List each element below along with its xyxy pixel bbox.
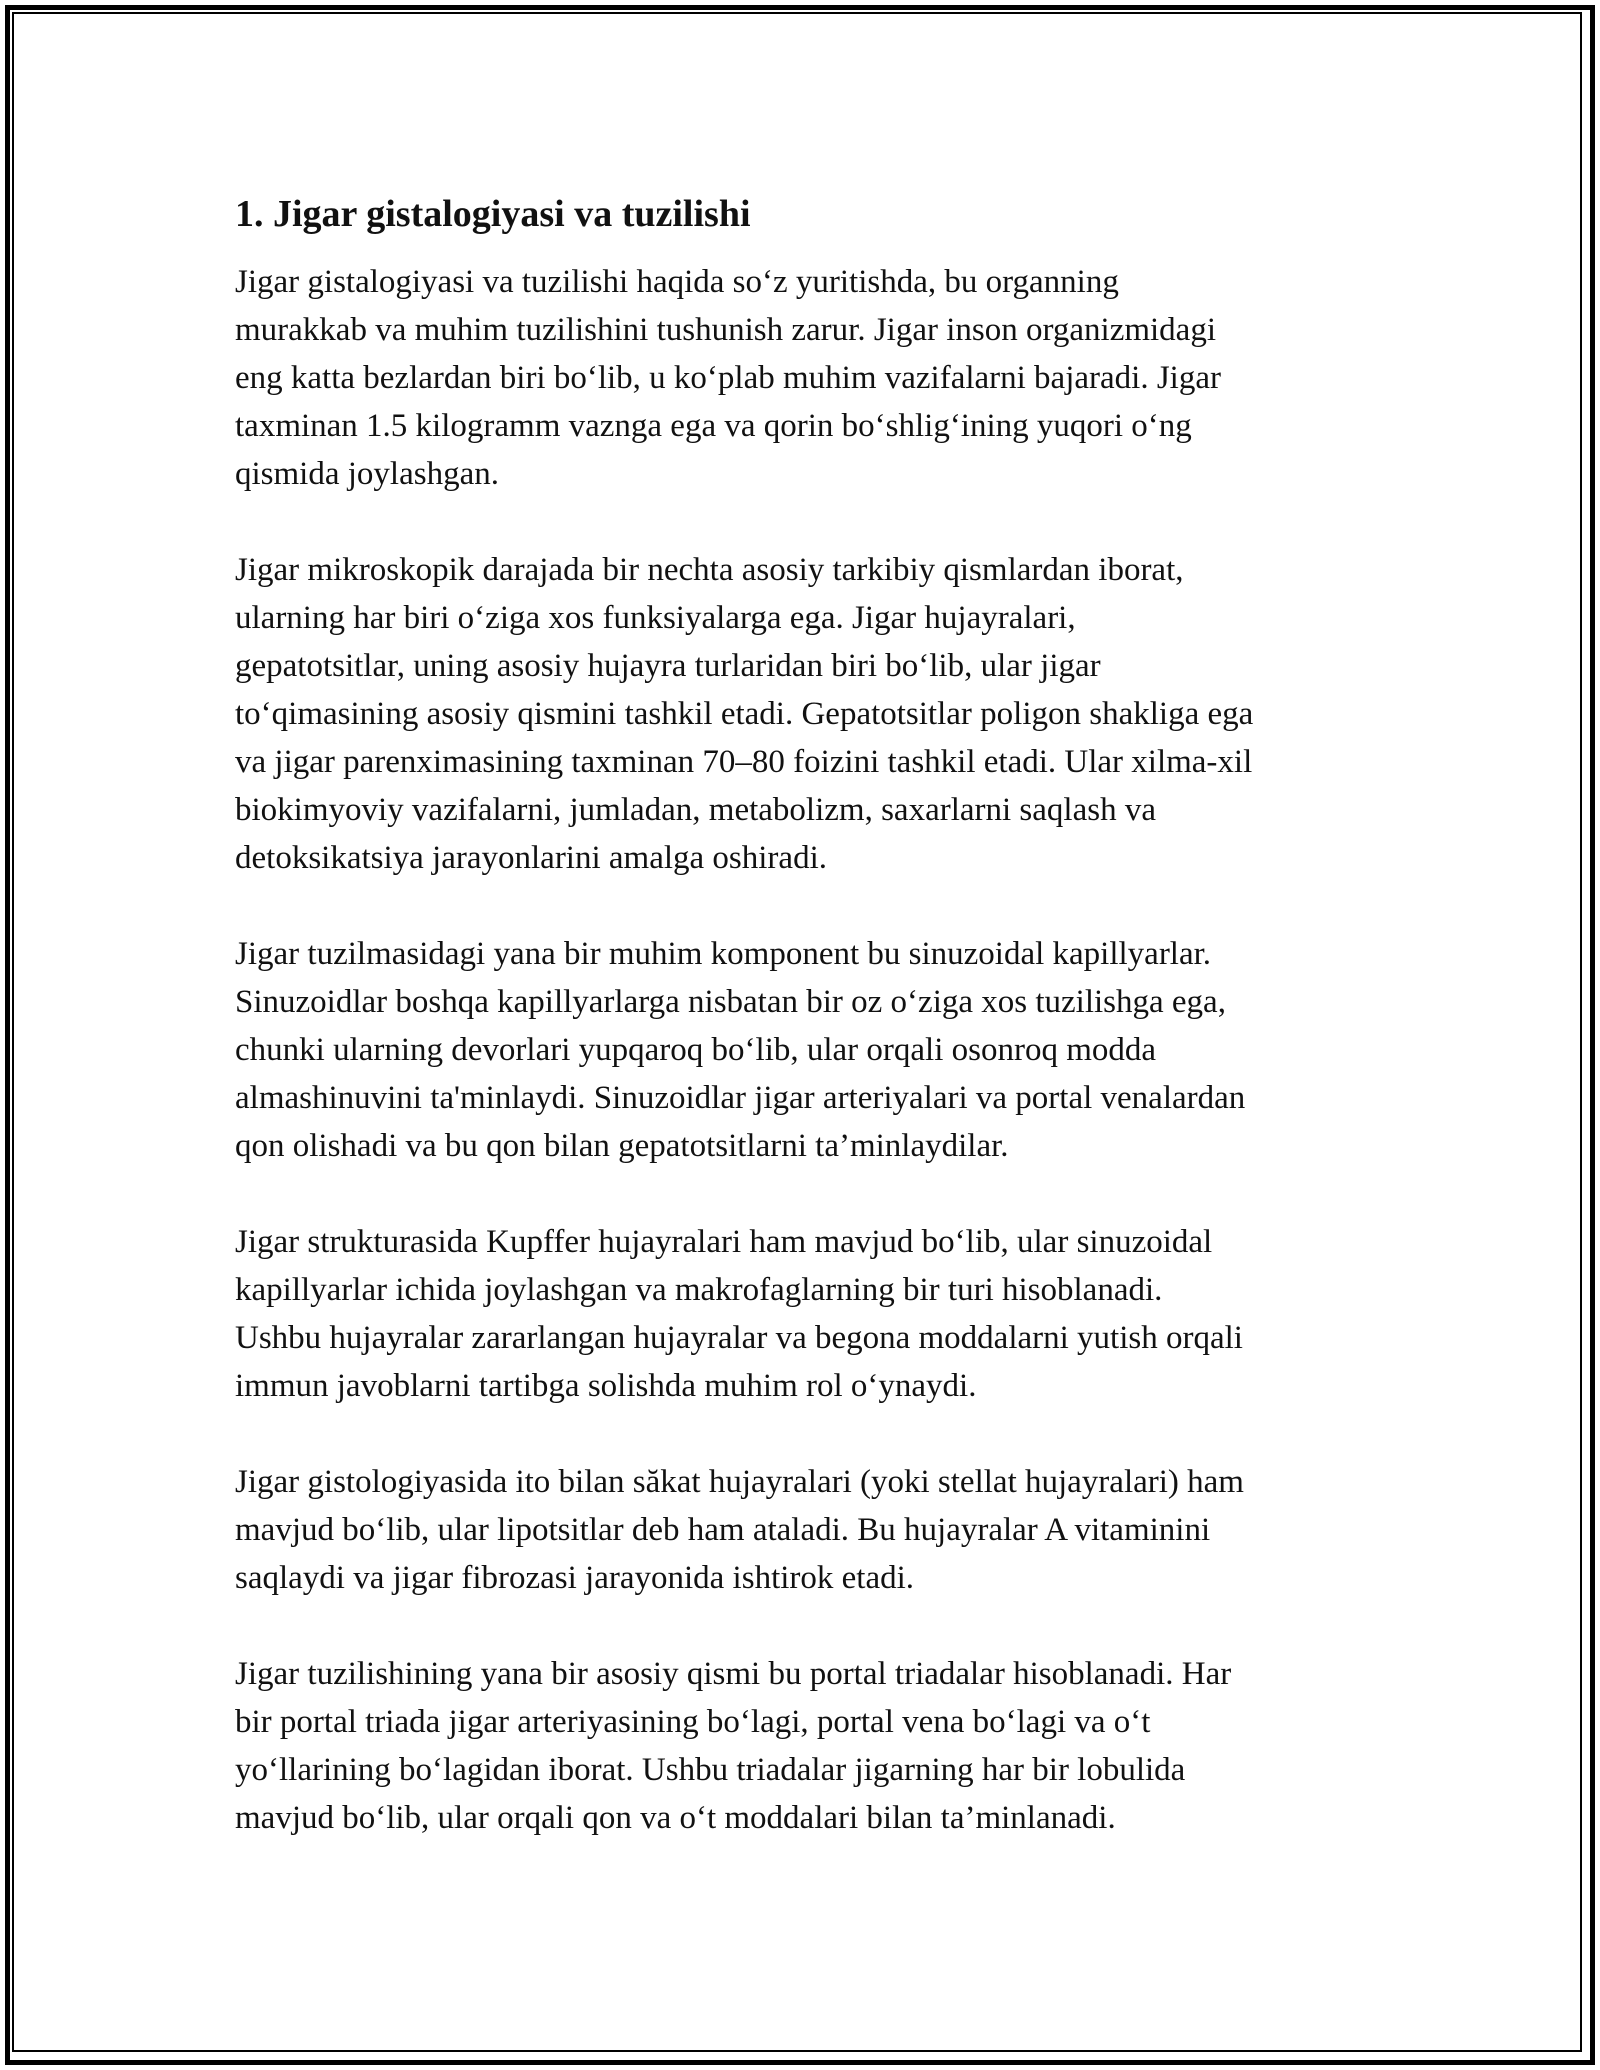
paragraph-kupffer-cells: Jigar strukturasida Kupffer hujayralari ham mavjud bo‘lib, ular sinuzoidal kapillyarlar ichida joylashgan va makrofaglarning bir turi hisoblanadi. Ushbu hujayralar zararlangan hujayralar va begona moddalarni yutish orqali immun javoblarni tartibga solishda muhim rol o‘ynaydi. — [235, 1224, 1243, 1404]
paragraph-intro: Jigar gistalogiyasi va tuzilishi haqida so‘z yuritishda, bu organning murakkab va muhim tuzilishini tushunish zarur. Jigar inson organizmidagi eng katta bezlardan biri bo‘lib, u ko‘plab muhim vazifalarni bajaradi. Jigar taxminan 1.5 kilogramm vaznga ega va qorin bo‘shlig‘ining yuqori o‘ng qismida joylashgan. — [235, 264, 1221, 492]
document-body — [235, 190, 1375, 1842]
section-heading: 1. Jigar gistalogiyasi va tuzilishi — [235, 193, 751, 235]
paragraph-sinusoids: Jigar tuzilmasidagi yana bir muhim komponent bu sinuzoidal kapillyarlar. Sinuzoidlar boshqa kapillyarlarga nisbatan bir oz o‘ziga xos tuzilishga ega, chunki ularning devorlari yupqaroq bo‘lib, ular orqali osonroq modda almashinuvini ta'minlaydi. Sinuzoidlar jigar arteriyalari va portal venalardan qon olishadi va bu qon bilan gepatotsitlarni ta’minlaydilar. — [235, 936, 1246, 1164]
paragraph-stellate-cells: Jigar gistologiyasida ito bilan săkat hujayralari (yoki stellat hujayralari) ham mavjud bo‘lib, ular lipotsitlar deb ham ataladi. Bu hujayralar A vitaminini saqlaydi va jigar fibrozasi jarayonida ishtirok etadi. — [235, 1464, 1244, 1596]
paragraph-hepatocytes: Jigar mikroskopik darajada bir nechta asosiy tarkibiy qismlardan iborat, ularning har biri o‘ziga xos funksiyalarga ega. Jigar hujayralari, gepatotsitlar, uning asosiy hujayra turlaridan biri bo‘lib, ular jigar to‘qimasining asosiy qismini tashkil etadi. Gepatotsitlar poligon shakliga ega va jigar parenximasining taxminan 70–80 foizini tashkil etadi. Ular xilma-xil biokimyoviy vazifalarni, jumladan, metabolizm, saxarlarni saqlash va detoksikatsiya jarayonlarini amalga oshiradi. — [235, 552, 1254, 876]
paragraph-portal-triads: Jigar tuzilishining yana bir asosiy qismi bu portal triadalar hisoblanadi. Har bir portal triada jigar arteriyasining bo‘lagi, portal vena bo‘lagi va o‘t yo‘llarining bo‘lagidan iborat. Ushbu triadalar jigarning har bir lobulida mavjud bo‘lib, ular orqali qon va o‘t moddalari bilan ta’minlanadi. — [235, 1656, 1232, 1836]
